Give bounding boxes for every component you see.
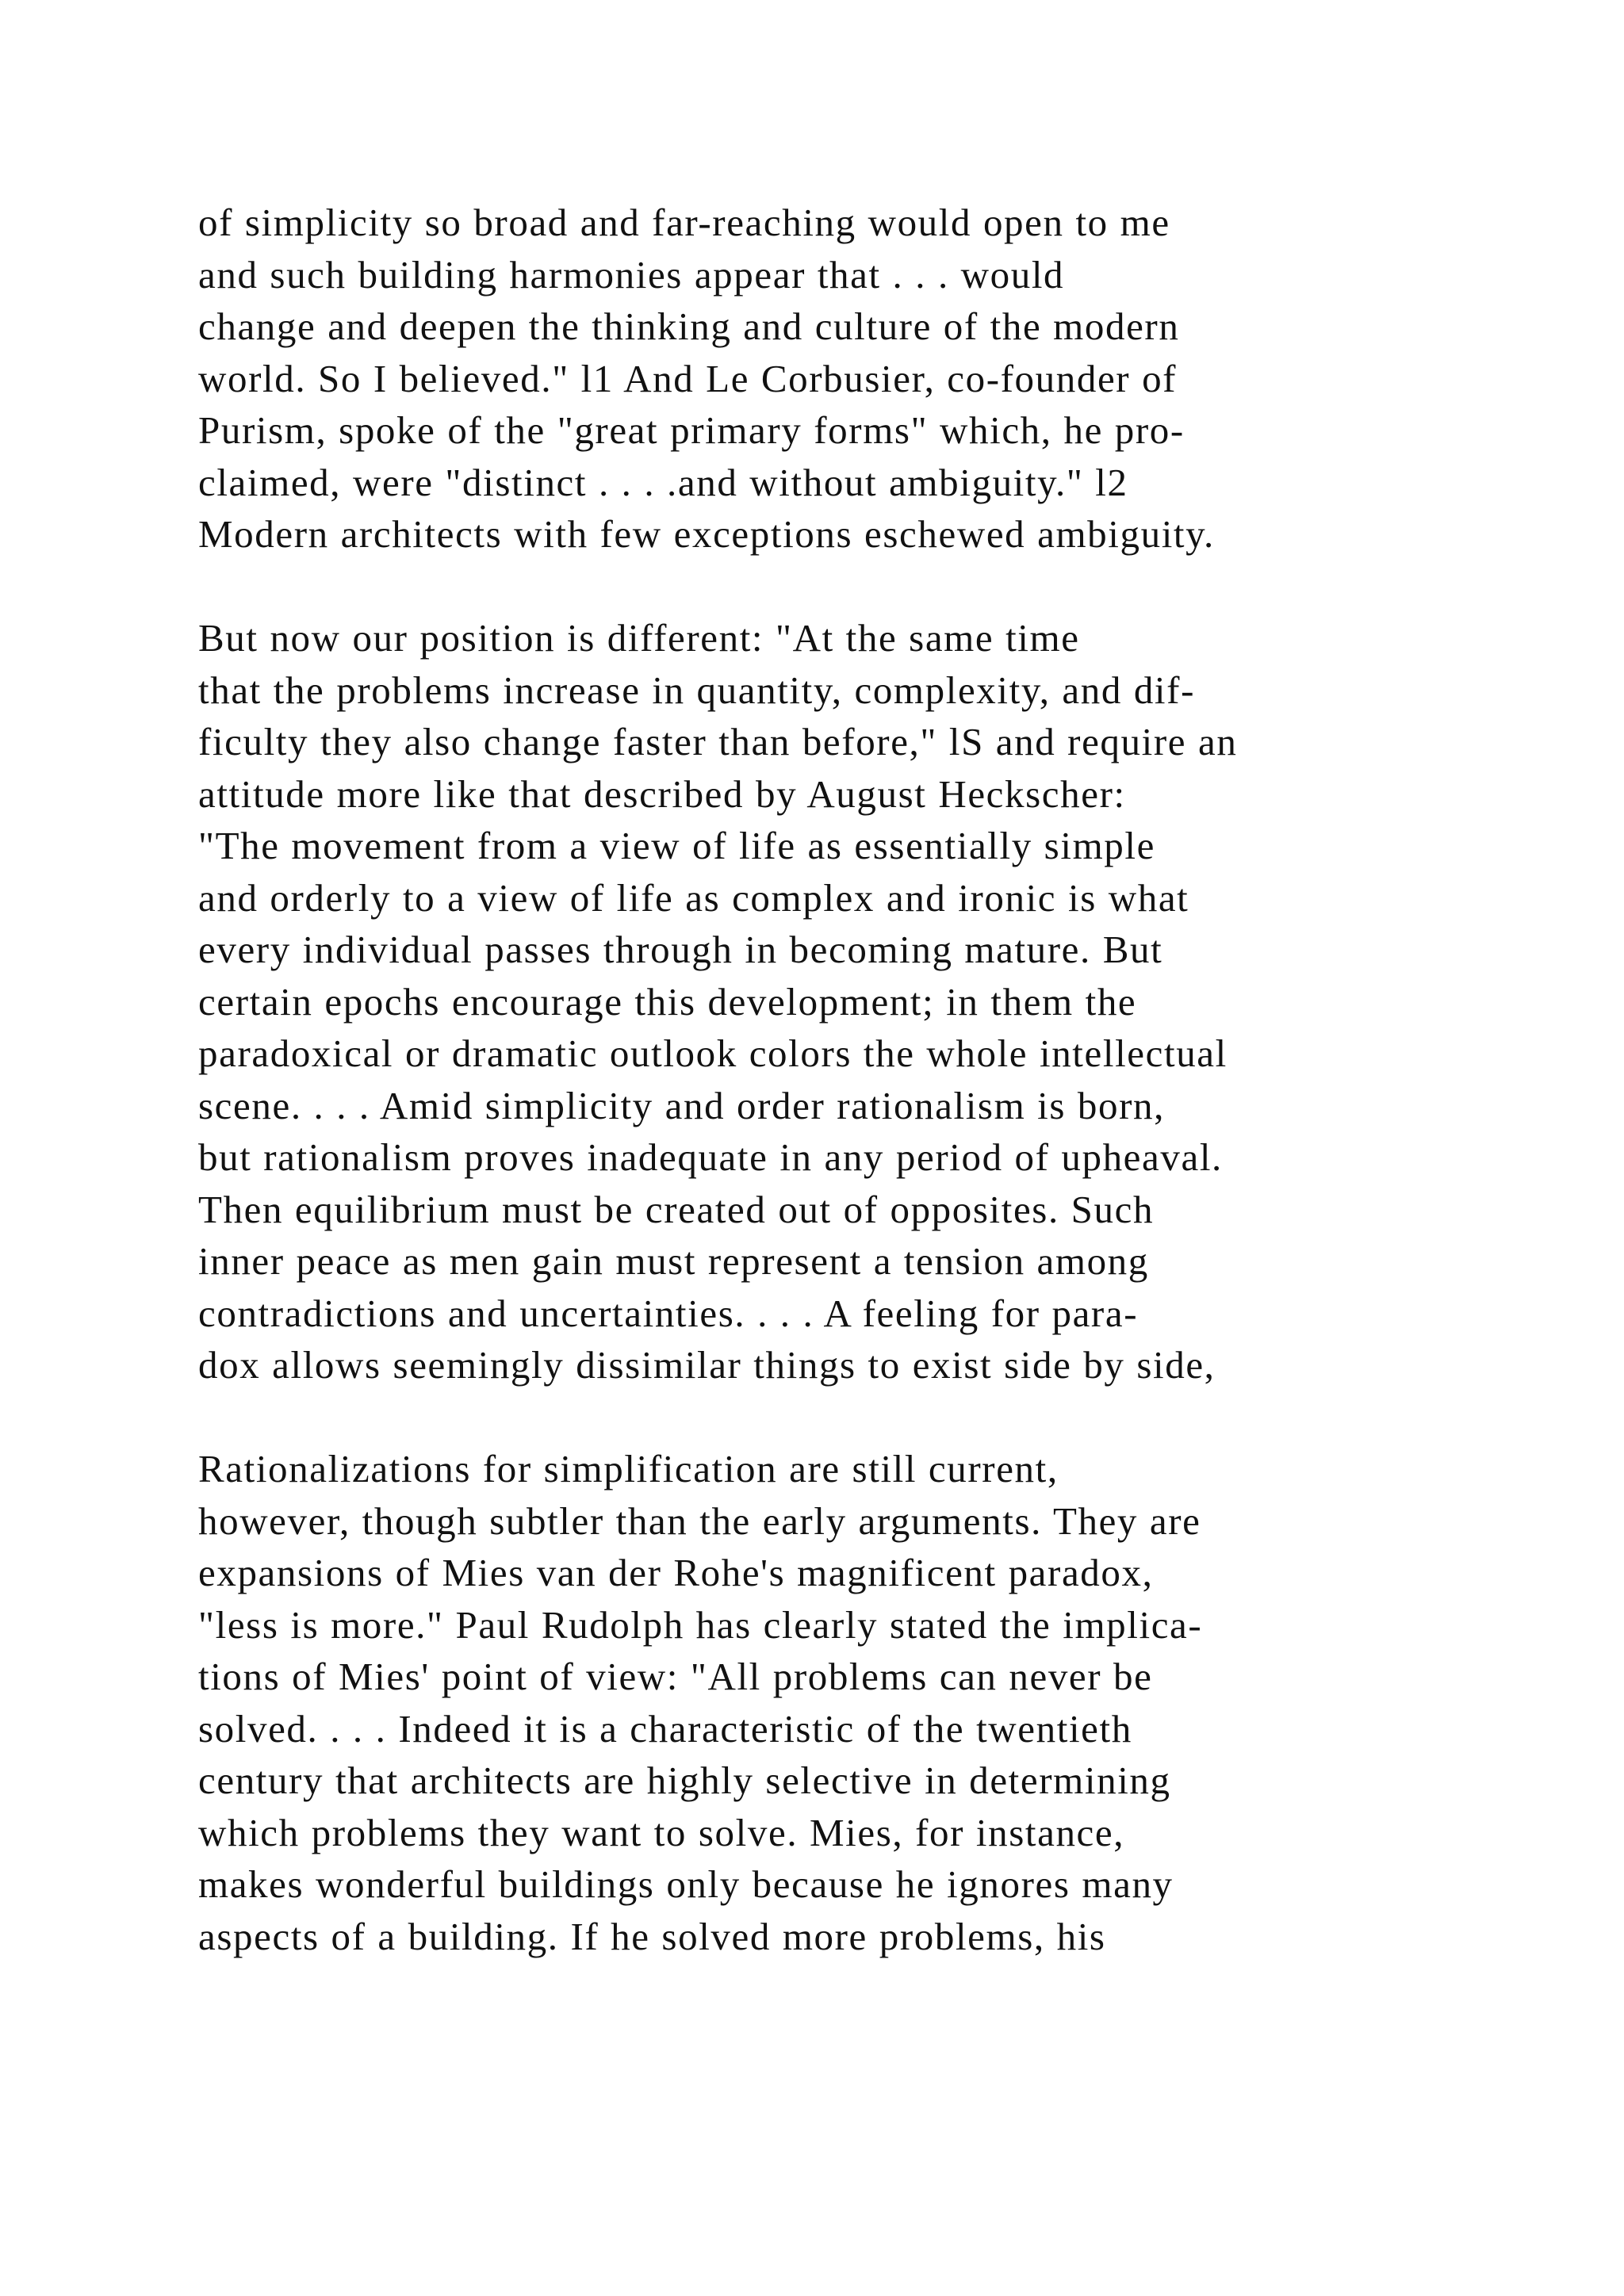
text-line: Purism, spoke of the "great primary forms" which, he pro- <box>198 408 1185 452</box>
text-line: attitude more like that described by August Heckscher: <box>198 771 1126 816</box>
paragraph-3 <box>198 1443 1594 1962</box>
text-line: that the problems increase in quantity, complexity, and dif- <box>198 668 1195 712</box>
text-line: contradictions and uncertainties. . . . A feeling for para- <box>198 1291 1139 1335</box>
text-line: however, though subtler than the early arguments. They are <box>198 1498 1201 1543</box>
paragraph-1 <box>198 197 1594 561</box>
text-line: tions of Mies' point of view: "All problems can never be <box>198 1655 1153 1698</box>
text-line: of simplicity so broad and far-reaching would open to me <box>198 201 1170 244</box>
text-line: aspects of a building. If he solved more problems, his <box>198 1914 1106 1958</box>
text-line: and such building harmonies appear that . . . would <box>198 252 1065 297</box>
text-line: Modern architects with few exceptions eschewed ambiguity. <box>198 512 1215 556</box>
text-line: "less is more." Paul Rudolph has clearly stated the implica- <box>198 1602 1203 1647</box>
text-line: Then equilibrium must be created out of opposites. Such <box>198 1187 1155 1231</box>
paragraph-2 <box>198 612 1594 1391</box>
text-line: makes wonderful buildings only because he ignores many <box>198 1862 1174 1906</box>
text-line: world. So I believed." l1 And Le Corbusier, co-founder of <box>198 356 1178 400</box>
text-line: But now our position is different: "At the same time <box>198 616 1080 660</box>
text-line: inner peace as men gain must represent a tension among <box>198 1239 1149 1283</box>
text-line: ficulty they also change faster than before," lS and require an <box>198 720 1238 763</box>
text-line: every individual passes through in becoming mature. But <box>198 928 1163 971</box>
text-line: expansions of Mies van der Rohe's magnificent paradox, <box>198 1551 1154 1594</box>
text-line: dox allows seemingly dissimilar things to exist side by side, <box>198 1343 1216 1387</box>
body-text <box>198 197 1594 2015</box>
text-line: change and deepen the thinking and culture of the modern <box>198 304 1180 348</box>
text-line: Rationalizations for simplification are still current, <box>198 1447 1059 1490</box>
text-line: scene. . . . Amid simplicity and order rationalism is born, <box>198 1083 1165 1127</box>
text-line: paradoxical or dramatic outlook colors the whole intellectual <box>198 1031 1228 1075</box>
text-line: and orderly to a view of life as complex and ironic is what <box>198 875 1189 920</box>
text-line: claimed, were "distinct . . . .and without ambiguity." l2 <box>198 460 1128 504</box>
text-line: but rationalism proves inadequate in any period of upheaval. <box>198 1135 1223 1179</box>
text-line: solved. . . . Indeed it is a characteristic of the twentieth <box>198 1706 1132 1751</box>
text-line: certain epochs encourage this development; in them the <box>198 979 1137 1024</box>
text-line: "The movement from a view of life as essentially simple <box>198 824 1155 867</box>
text-line: which problems they want to solve. Mies, for instance, <box>198 1810 1125 1854</box>
text-line: century that architects are highly selective in determining <box>198 1758 1171 1802</box>
